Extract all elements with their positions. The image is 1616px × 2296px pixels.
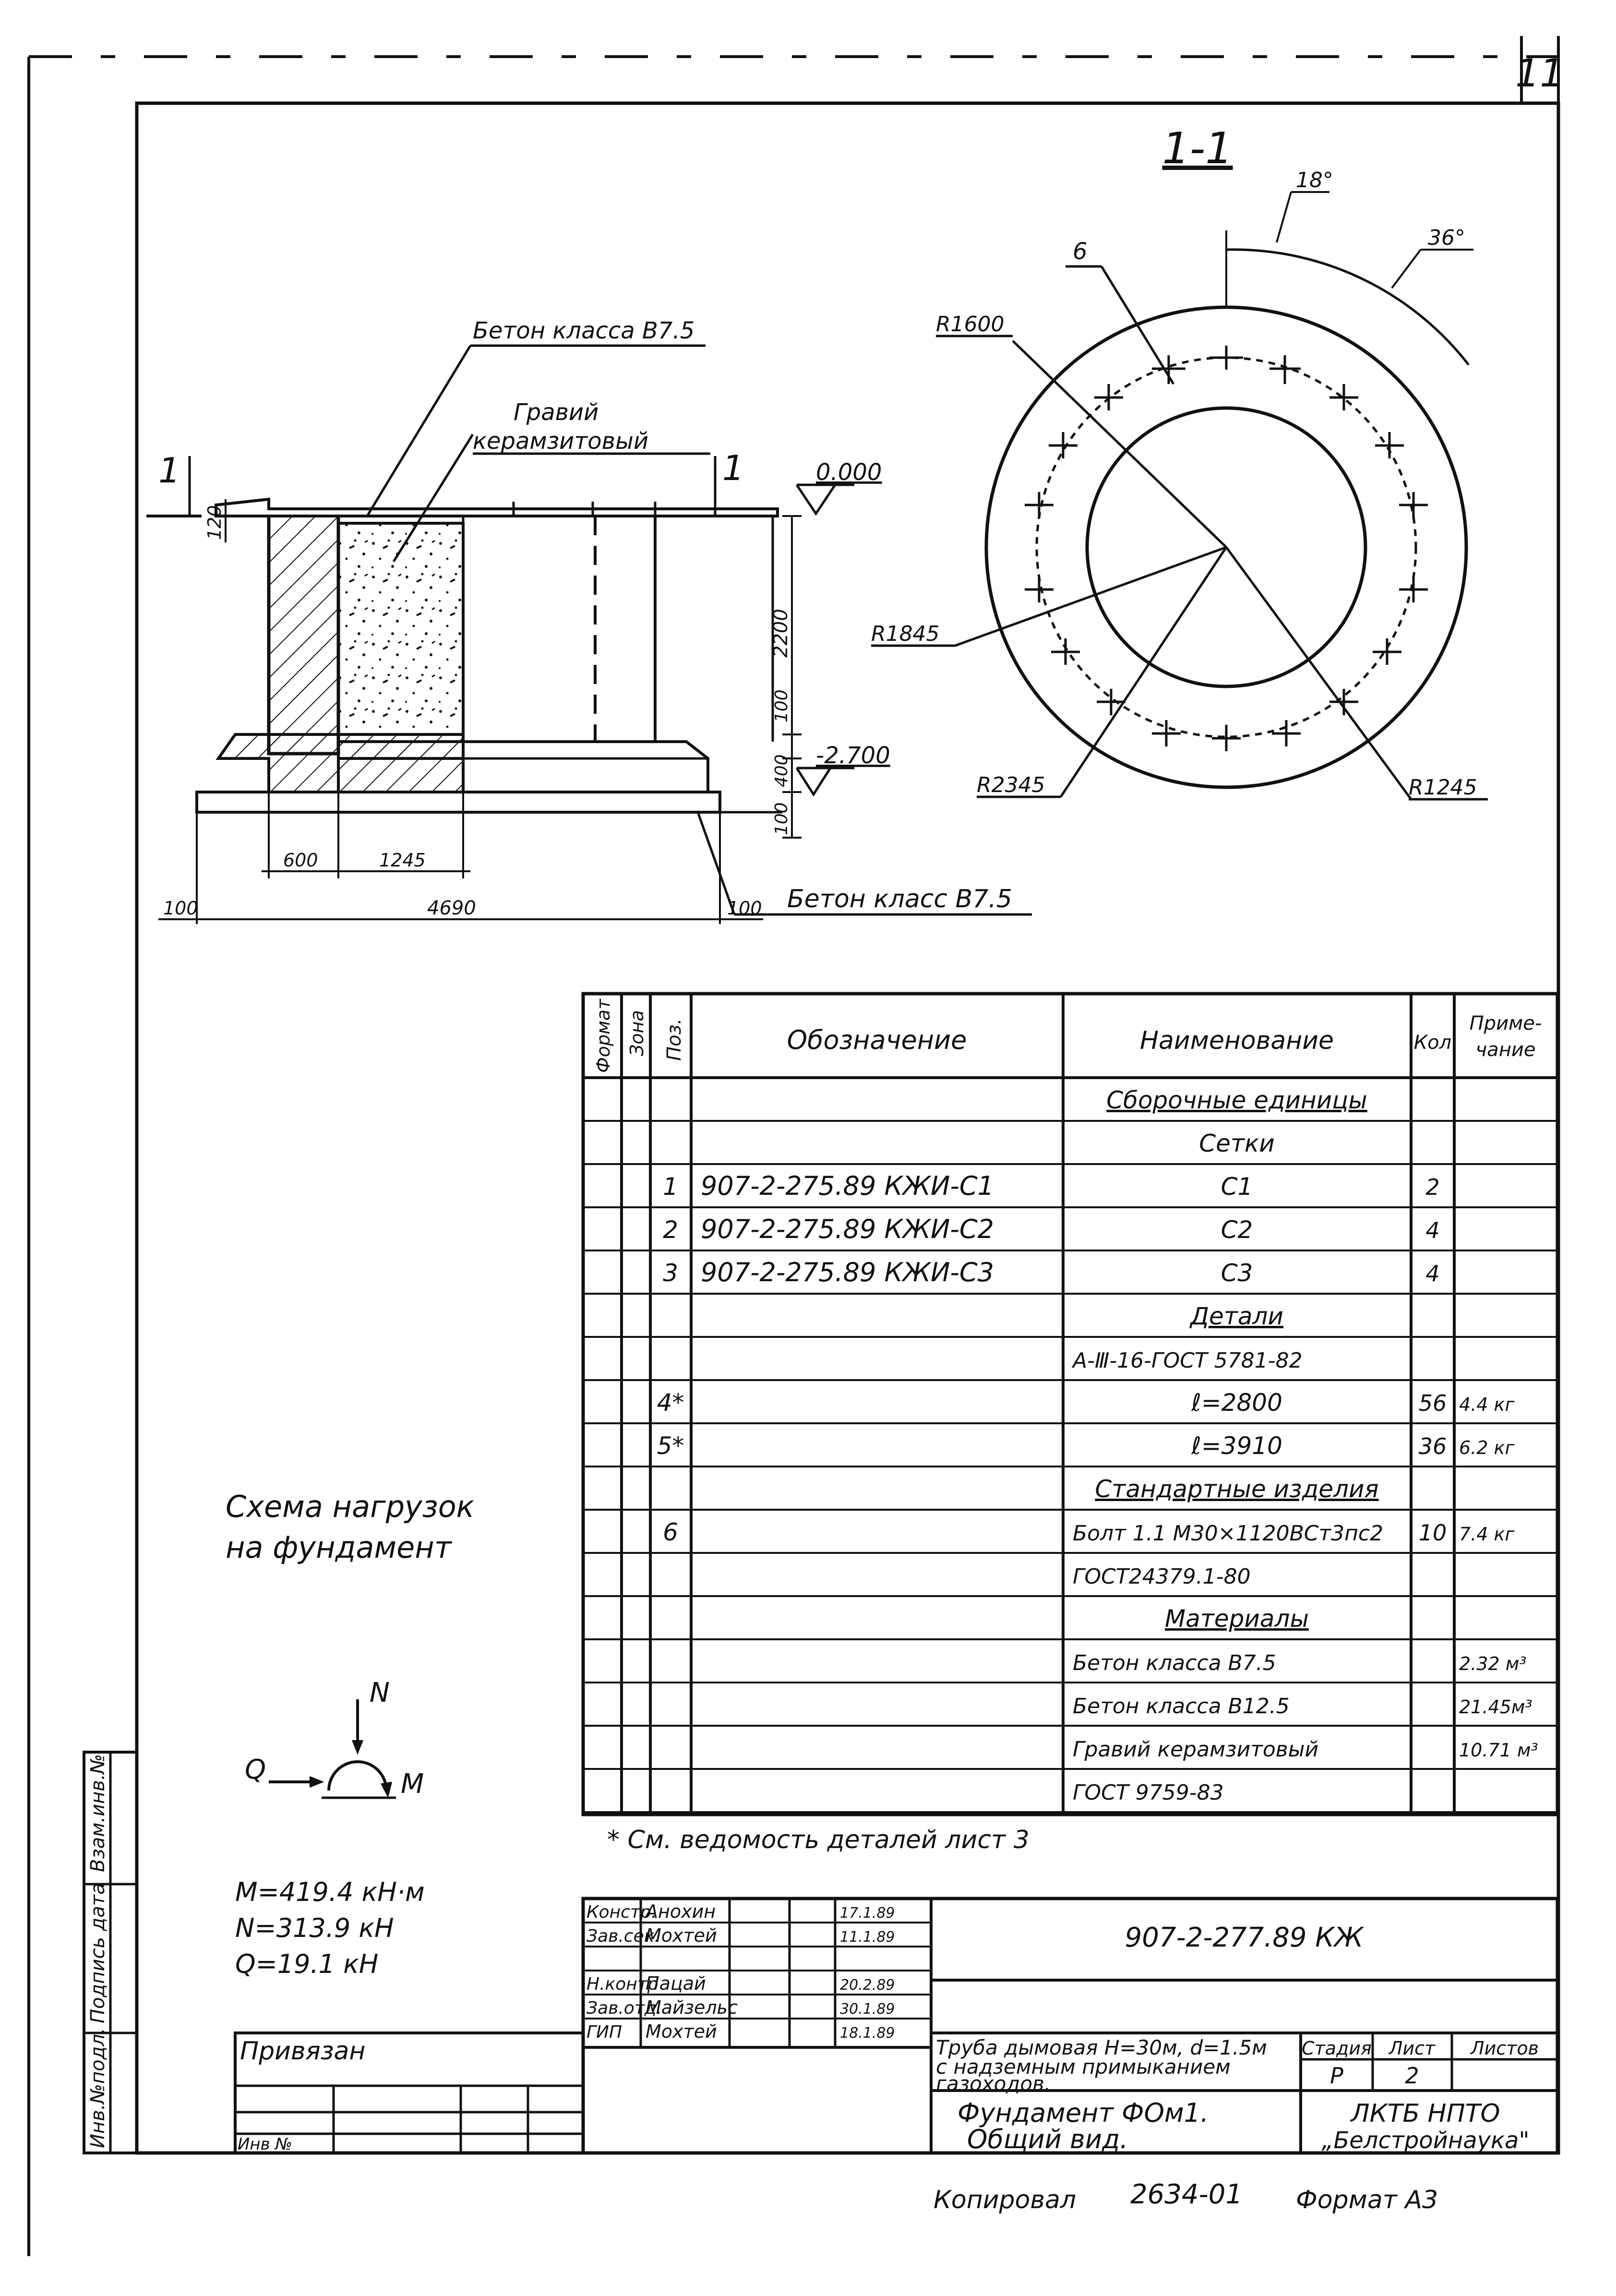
description-line3: газоходов. — [936, 2072, 1051, 2095]
table-cell-name: Бетон класса В7.5 — [1073, 1651, 1276, 1675]
radius-r1245: R1245 — [1409, 775, 1477, 800]
table-cell-pos: 4* — [657, 1389, 684, 1417]
header-note-line2: чание — [1475, 1039, 1536, 1061]
position-6: 6 — [1073, 238, 1088, 265]
staff-name: Анохин — [646, 1901, 716, 1922]
table-cell-note: 2.32 м³ — [1459, 1653, 1527, 1674]
elevation-bottom-mark: -2.700 — [816, 742, 890, 769]
table-cell-name: А-Ⅲ-16-ГОСТ 5781-82 — [1073, 1348, 1303, 1373]
table-cell-name: Бетон класса В12.5 — [1073, 1694, 1290, 1719]
load-value-q: Q=19.1 кН — [235, 1949, 379, 1979]
table-cell-note: 4.4 кг — [1459, 1394, 1515, 1415]
table-cell-qty: 4 — [1425, 1217, 1440, 1243]
stamp-vzam-inv: Взам.инв.№ — [87, 1754, 109, 1872]
staff-role: ГИП — [587, 2022, 622, 2042]
copy-code: 2634-01 — [1130, 2179, 1243, 2210]
dim-1245: 1245 — [379, 850, 426, 871]
table-cell-name: ГОСТ24379.1-80 — [1073, 1564, 1251, 1589]
dim-120: 120 — [204, 505, 225, 540]
dim-100-right: 100 — [772, 689, 791, 722]
binding-label: Привязан — [240, 2037, 366, 2066]
staff-name: Майзельс — [646, 1997, 738, 2018]
table-cell-qty: 56 — [1418, 1390, 1447, 1416]
dim-100-rightbottom: 100 — [727, 898, 762, 919]
doc-code: 907-2-277.89 КЖ — [1125, 1922, 1364, 1953]
staff-role: Зав.сек. — [587, 1926, 660, 1946]
org-line2: „Белстройнаука" — [1321, 2127, 1530, 2154]
radius-r2345: R2345 — [977, 773, 1045, 797]
staff-date: 17.1.89 — [840, 1905, 895, 1922]
table-cell-designation: 907-2-275.89 КЖИ-С1 — [701, 1171, 994, 1201]
stamp-podpis-data: Подпись дата — [87, 1883, 109, 2023]
table-cell-qty: 10 — [1418, 1520, 1447, 1546]
dim-100-base: 100 — [772, 802, 791, 835]
header-zone: Зона — [626, 1010, 647, 1056]
description-line1: Труба дымовая Н=30м, d=1.5м — [936, 2036, 1267, 2059]
callout-gravel-line1: Гравий — [514, 399, 599, 426]
table-cell-name: Гравий керамзитовый — [1073, 1737, 1319, 1762]
drawing-title-line2: Общий вид. — [967, 2124, 1128, 2154]
table-cell-qty: 4 — [1425, 1261, 1440, 1286]
load-scheme — [226, 1489, 475, 1979]
header-note-line1: Приме- — [1469, 1012, 1542, 1034]
stamp-inv-podl: Инв.№подл. — [87, 2028, 109, 2148]
table-cell-designation: 907-2-275.89 КЖИ-С2 — [701, 1214, 994, 1244]
load-scheme-title-line2: на фундамент — [226, 1530, 452, 1565]
table-cell-name: ГОСТ 9759-83 — [1073, 1780, 1224, 1805]
header-designation: Обозначение — [787, 1025, 967, 1055]
header-name: Наименование — [1139, 1026, 1334, 1055]
stage-value: Р — [1330, 2063, 1343, 2089]
table-cell-pos: 6 — [663, 1518, 678, 1546]
callout-concrete-top: Бетон класса В7.5 — [473, 317, 695, 344]
footer — [934, 2179, 1438, 2214]
staff-name: Мохтей — [646, 1925, 717, 1946]
binding-block — [235, 2033, 583, 2154]
org-line1: ЛКТБ НПТО — [1351, 2099, 1500, 2128]
sheet-number: 11 — [1515, 51, 1564, 96]
stage-label: Стадия — [1302, 2038, 1372, 2059]
table-cell-pos: 1 — [663, 1173, 678, 1201]
table-cell-note: 6.2 кг — [1459, 1437, 1515, 1458]
table-cell-qty: 2 — [1425, 1174, 1440, 1200]
table-cell-name: С3 — [1221, 1259, 1253, 1287]
specification-table — [583, 994, 1557, 1815]
table-cell-name: Сетки — [1199, 1130, 1275, 1157]
callout-concrete-bottom: Бетон класс В7.5 — [787, 885, 1012, 914]
staff-date: 11.1.89 — [840, 1929, 895, 1946]
table-cell-name: Стандартные изделия — [1095, 1475, 1379, 1503]
table-cell-name: С1 — [1221, 1173, 1253, 1201]
staff-date: 30.1.89 — [840, 2001, 895, 2018]
dim-600: 600 — [283, 850, 318, 871]
description-line2: с надземным примыканием — [936, 2055, 1231, 2079]
table-cell-pos: 5* — [657, 1432, 684, 1460]
section-mark-left: 1 — [158, 450, 180, 491]
staff-role: Н.контр — [587, 1974, 658, 1994]
section-mark-right: 1 — [722, 448, 744, 488]
format-label: Формат А3 — [1296, 2186, 1438, 2214]
load-label-q: Q — [245, 1754, 266, 1785]
table-cell-note: 21.45м³ — [1459, 1696, 1532, 1718]
drawing-title-line1: Фундамент ФОм1. — [958, 2098, 1209, 2128]
load-scheme-title-line1: Схема нагрузок — [226, 1489, 475, 1524]
margin-stamp-column — [84, 1752, 137, 2153]
sheets-label: Листов — [1471, 2038, 1539, 2059]
callout-gravel-line2: керамзитовый — [473, 428, 649, 455]
table-cell-name: Болт 1.1 М30×1120ВСт3пс2 — [1073, 1521, 1384, 1546]
footnote: * См. ведомость деталей лист 3 — [607, 1826, 1029, 1854]
section-label: 1-1 — [1162, 123, 1233, 174]
staff-role: Констр. — [587, 1902, 657, 1922]
header-qty: Кол — [1413, 1032, 1452, 1054]
angle-18: 18° — [1296, 168, 1333, 192]
sheet-value: 2 — [1405, 2063, 1419, 2089]
table-cell-name: С2 — [1221, 1216, 1253, 1244]
table-cell-name: Детали — [1190, 1302, 1284, 1330]
dim-100-left: 100 — [163, 898, 198, 919]
table-cell-name: ℓ=3910 — [1191, 1432, 1282, 1460]
dim-4690: 4690 — [427, 897, 476, 919]
title-block — [583, 1899, 1557, 2154]
staff-role: Зав.отд. — [587, 1998, 662, 2018]
table-cell-qty: 36 — [1418, 1433, 1447, 1459]
sheet-number-box — [1515, 36, 1564, 103]
staff-name: Мохтей — [646, 2021, 717, 2042]
table-cell-note: 7.4 кг — [1459, 1524, 1515, 1545]
foundation-plan — [871, 168, 1488, 800]
load-label-m: M — [401, 1768, 424, 1800]
dim-2200: 2200 — [770, 609, 792, 658]
table-cell-designation: 907-2-275.89 КЖИ-С3 — [701, 1257, 994, 1287]
header-format: Формат — [593, 998, 614, 1073]
radius-r1600: R1600 — [936, 312, 1005, 337]
elevation-top-mark: 0.000 — [816, 459, 882, 486]
angle-36: 36° — [1428, 226, 1465, 250]
load-value-m: M=419.4 кН·м — [235, 1877, 425, 1907]
table-cell-name: Сборочные единицы — [1106, 1086, 1367, 1114]
load-value-n: N=313.9 кН — [235, 1913, 394, 1943]
table-cell-pos: 3 — [663, 1259, 678, 1287]
staff-date: 20.2.89 — [840, 1977, 895, 1994]
copied-label: Копировал — [934, 2186, 1077, 2214]
dim-400: 400 — [772, 754, 791, 787]
header-pos: Поз. — [663, 1018, 685, 1061]
staff-name: Пацай — [646, 1973, 706, 1994]
radius-r1845: R1845 — [871, 622, 940, 646]
load-label-n: N — [370, 1677, 390, 1708]
binding-inv-label: Инв № — [238, 2135, 292, 2154]
table-cell-name: Материалы — [1165, 1605, 1309, 1633]
table-cell-note: 10.71 м³ — [1459, 1740, 1538, 1761]
sheet-label: Лист — [1389, 2038, 1436, 2059]
table-cell-pos: 2 — [663, 1216, 678, 1244]
staff-date: 18.1.89 — [840, 2025, 895, 2042]
table-cell-name: ℓ=2800 — [1191, 1389, 1282, 1417]
foundation-elevation — [146, 317, 1032, 924]
